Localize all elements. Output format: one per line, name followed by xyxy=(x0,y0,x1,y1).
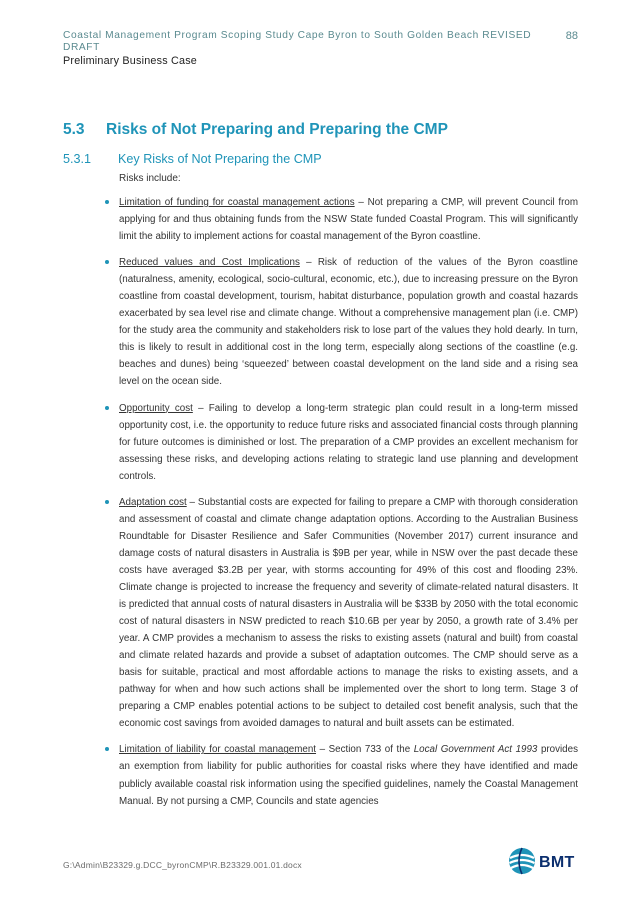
risk-item-adaptation xyxy=(104,494,578,733)
risk-term: Limitation of liability for coastal management xyxy=(119,744,317,756)
risk-item-values xyxy=(104,254,578,390)
bmt-logo xyxy=(507,846,583,878)
section-title: Risks of Not Preparing and Preparing the CMP xyxy=(106,121,448,138)
risk-text: – Not preparing a CMP, will prevent Council from applying for and thus obtaining funds from the NSW State funded Coastal Program. This will significantly limit the ability to implement actions for coastal management of the Byron coastline. xyxy=(119,197,578,243)
bmt-globe-icon xyxy=(507,846,537,876)
risk-term: Limitation of funding for coastal management actions xyxy=(119,197,355,208)
intro-text: Risks include: xyxy=(119,173,181,184)
risk-item-funding xyxy=(104,194,578,245)
subsection-title: Key Risks of Not Preparing the CMP xyxy=(118,152,322,166)
section-heading xyxy=(63,121,583,139)
risk-term: Reduced values and Cost Implications xyxy=(119,257,300,269)
risk-term: Opportunity cost xyxy=(119,402,193,414)
bullet-icon xyxy=(105,747,109,751)
bullet-icon xyxy=(105,260,109,264)
bullet-icon xyxy=(105,500,109,504)
risk-text: – Substantial costs are expected for failing to prepare a CMP with thorough consideration and assessment of coastal and climate change adaptation options. According to the Australian Business Roundtable for Disaster Resilience and Safer Communities (November 2017) current insurance and damage costs of natural disasters in Australia is $9B per year, while in NSW over the past decade these costs have averaged $3.2B per year, with storms accounting for 49% of this cost and flooding 23%. Climate change is projected to increase the frequency and severity of climate-related natural disasters. It is predicted that annual costs of natural disasters in Australia will be $33B by 2050 with the total economic cost of natural disasters in NSW predicted to reach $10.6B per year by 2050, a growth rate of 3.4% per year. A CMP provides a mechanism to assess the risks to existing assets (natural and built) from coastal and climate related hazards and provide a subset of adaptation outcomes. The CMP should serve as a basis for suitable, practical and most affordable actions to manage the risks to existing assets, and a pathway for when and how such actions shall be implemented over the short to long term. Stage 3 of preparing a CMP enables potential actions to be subject to detailed cost benefit analysis, such that the economic cost savings from avoided damages to natural and built assets can be estimated. xyxy=(119,496,578,730)
document-subtitle: Preliminary Business Case xyxy=(63,55,198,67)
risk-item-liability xyxy=(104,741,578,809)
bmt-logo-text: BMT xyxy=(539,854,575,871)
risk-text-lead: – Section 733 of the xyxy=(316,744,414,756)
page-number: 88 xyxy=(565,30,578,42)
bullet-icon xyxy=(105,406,109,410)
risk-term: Adaptation cost xyxy=(119,496,187,508)
bullet-icon xyxy=(105,200,109,204)
act-citation: Local Government Act 1993 xyxy=(413,744,538,756)
risk-text: – Risk of reduction of the values of the Byron coastline (naturalness, amenity, ecological, socio-cultural, economic, etc.), due to increasing pressure on the Byron coastline from coastal development, tourism, habitat disturbance, population growth and coastal hazards exacerbated by sea level rise and climate change. Without a comprehensive management plan (i.e. CMP) for the study area the community and stakeholders risk to lose part of the values they hold dearly. In turn, this is likely to result in additional cost in the long term, especially along sections of the coastline (e.g. beaches and dunes) being ‘squeezed’ between coastal development on the land side and a rising sea level on the ocean side. xyxy=(119,257,578,388)
risk-list xyxy=(104,185,578,810)
risk-text: – Failing to develop a long-term strategic plan could result in a long-term missed opportunity cost, i.e. the opportunity to reduce future risks and associated financial costs through planning for future outcomes is diminished or lost. The preparation of a CMP provides an excellent mechanism for assessing these risks, and developing actions relating to strategic land use planning and development controls. xyxy=(119,402,578,482)
subsection-heading xyxy=(63,152,583,166)
subsection-number: 5.3.1 xyxy=(63,152,92,166)
risk-item-opportunity xyxy=(104,400,578,485)
section-number: 5.3 xyxy=(63,121,85,138)
document-title: Coastal Management Program Scoping Study Cape Byron to South Golden Beach REVISED DRAFT xyxy=(63,30,532,53)
risk-text: provides an exemption from liability for public authorities for coastal risks where they have identified and made publicly available coastal risk information using the specified guidelines, namely the Coastal Management Manual. By not pursing a CMP, Councils and state agencies xyxy=(119,744,578,807)
footer-file-path: G:\Admin\B23329.g.DCC_byronCMP\R.B23329.001.01.docx xyxy=(63,860,302,870)
